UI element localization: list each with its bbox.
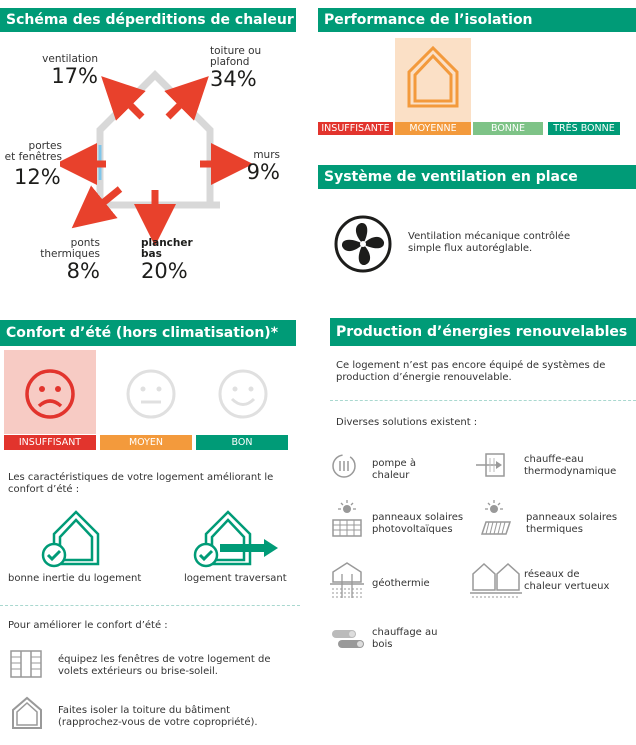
heat-network-icon [470, 560, 522, 600]
neutral-face-icon [125, 368, 177, 420]
confort-level-moyen: MOYEN [100, 435, 192, 450]
renouvelables-header: Production d’énergies renouvelables [330, 318, 636, 346]
solar-thermal-icon [476, 500, 512, 540]
confort-level-bon: BON [196, 435, 288, 450]
confort-ameliorer: Pour améliorer le confort d’été : [8, 620, 168, 631]
thermal-bridges-loss: ponts thermiques 8% [40, 237, 100, 283]
traversant-house-icon [190, 508, 282, 570]
deperditions-header: Schéma des déperditions de chaleur [0, 8, 296, 32]
renouvelables-intro: Ce logement n’est pas encore équipé de systèmes de production d’énergie renouvelable. [336, 360, 606, 383]
confort-divider [0, 605, 300, 606]
ventilation-description: Ventilation mécanique contrôlée simple flux autoréglable. [408, 231, 571, 254]
isolation-level-insuffisante: INSUFFISANTE [318, 122, 393, 135]
roof-loss: toiture ou plafond 34% [210, 45, 262, 91]
tip-toiture: Faites isoler la toiture du bâtiment (rapprochez-vous de votre copropriété). [58, 705, 258, 728]
confort-header: Confort d’été (hors climatisation)* [0, 320, 296, 346]
renouvelables-solutions: Diverses solutions existent : [336, 417, 478, 428]
house-isolation-icon [405, 44, 461, 110]
water-heater-icon [476, 452, 512, 478]
item-pompe-chaleur: pompe à chaleur [372, 458, 417, 481]
isolation-level-tres-bonne: TRÈS BONNE [548, 122, 620, 135]
ventilation-header: Système de ventilation en place [318, 165, 636, 189]
isolation-level-moyenne: MOYENNE [395, 122, 471, 135]
heat-pump-icon [330, 452, 358, 480]
confort-caracteristiques: Les caractéristiques de votre logement améliorant le confort d’été : [8, 472, 274, 495]
wood-icon [330, 626, 366, 652]
fan-icon [333, 214, 393, 274]
isolation-header: Performance de l’isolation [318, 8, 636, 32]
roof-insulation-icon [10, 696, 44, 730]
item-reseaux-chaleur: réseaux de chaleur vertueux [524, 569, 610, 592]
doors-windows-value: 12% [14, 165, 61, 189]
happy-face-icon [217, 368, 269, 420]
floor-loss: plancher bas 20% [141, 237, 193, 283]
inertia-house-icon [40, 508, 110, 570]
item-chauffe-eau: chauffe-eau thermodynamique [524, 454, 617, 477]
feature-traversant: logement traversant [184, 573, 287, 584]
doors-windows-loss: portes et fenêtres [4, 140, 62, 163]
solar-pv-icon [330, 500, 364, 540]
item-solaire-pv: panneaux solaires photovoltaïques [372, 512, 464, 535]
ventilation-loss: ventilation 17% [42, 53, 98, 88]
shutters-icon [10, 650, 42, 678]
tip-volets: équipez les fenêtres de votre logement de volets extérieurs ou brise-soleil. [58, 654, 271, 677]
isolation-level-bonne: BONNE [473, 122, 543, 135]
confort-level-insuffisant: INSUFFISANT [4, 435, 96, 450]
geothermal-icon [330, 562, 364, 602]
walls-loss: murs 9% [246, 149, 280, 184]
item-geothermie: géothermie [372, 578, 430, 589]
item-solaire-thermique: panneaux solaires thermiques [526, 512, 618, 535]
sad-face-icon [24, 368, 76, 420]
item-chauffage-bois: chauffage au bois [372, 627, 438, 650]
renouvelables-divider [330, 400, 636, 401]
feature-inertie: bonne inertie du logement [8, 573, 142, 584]
